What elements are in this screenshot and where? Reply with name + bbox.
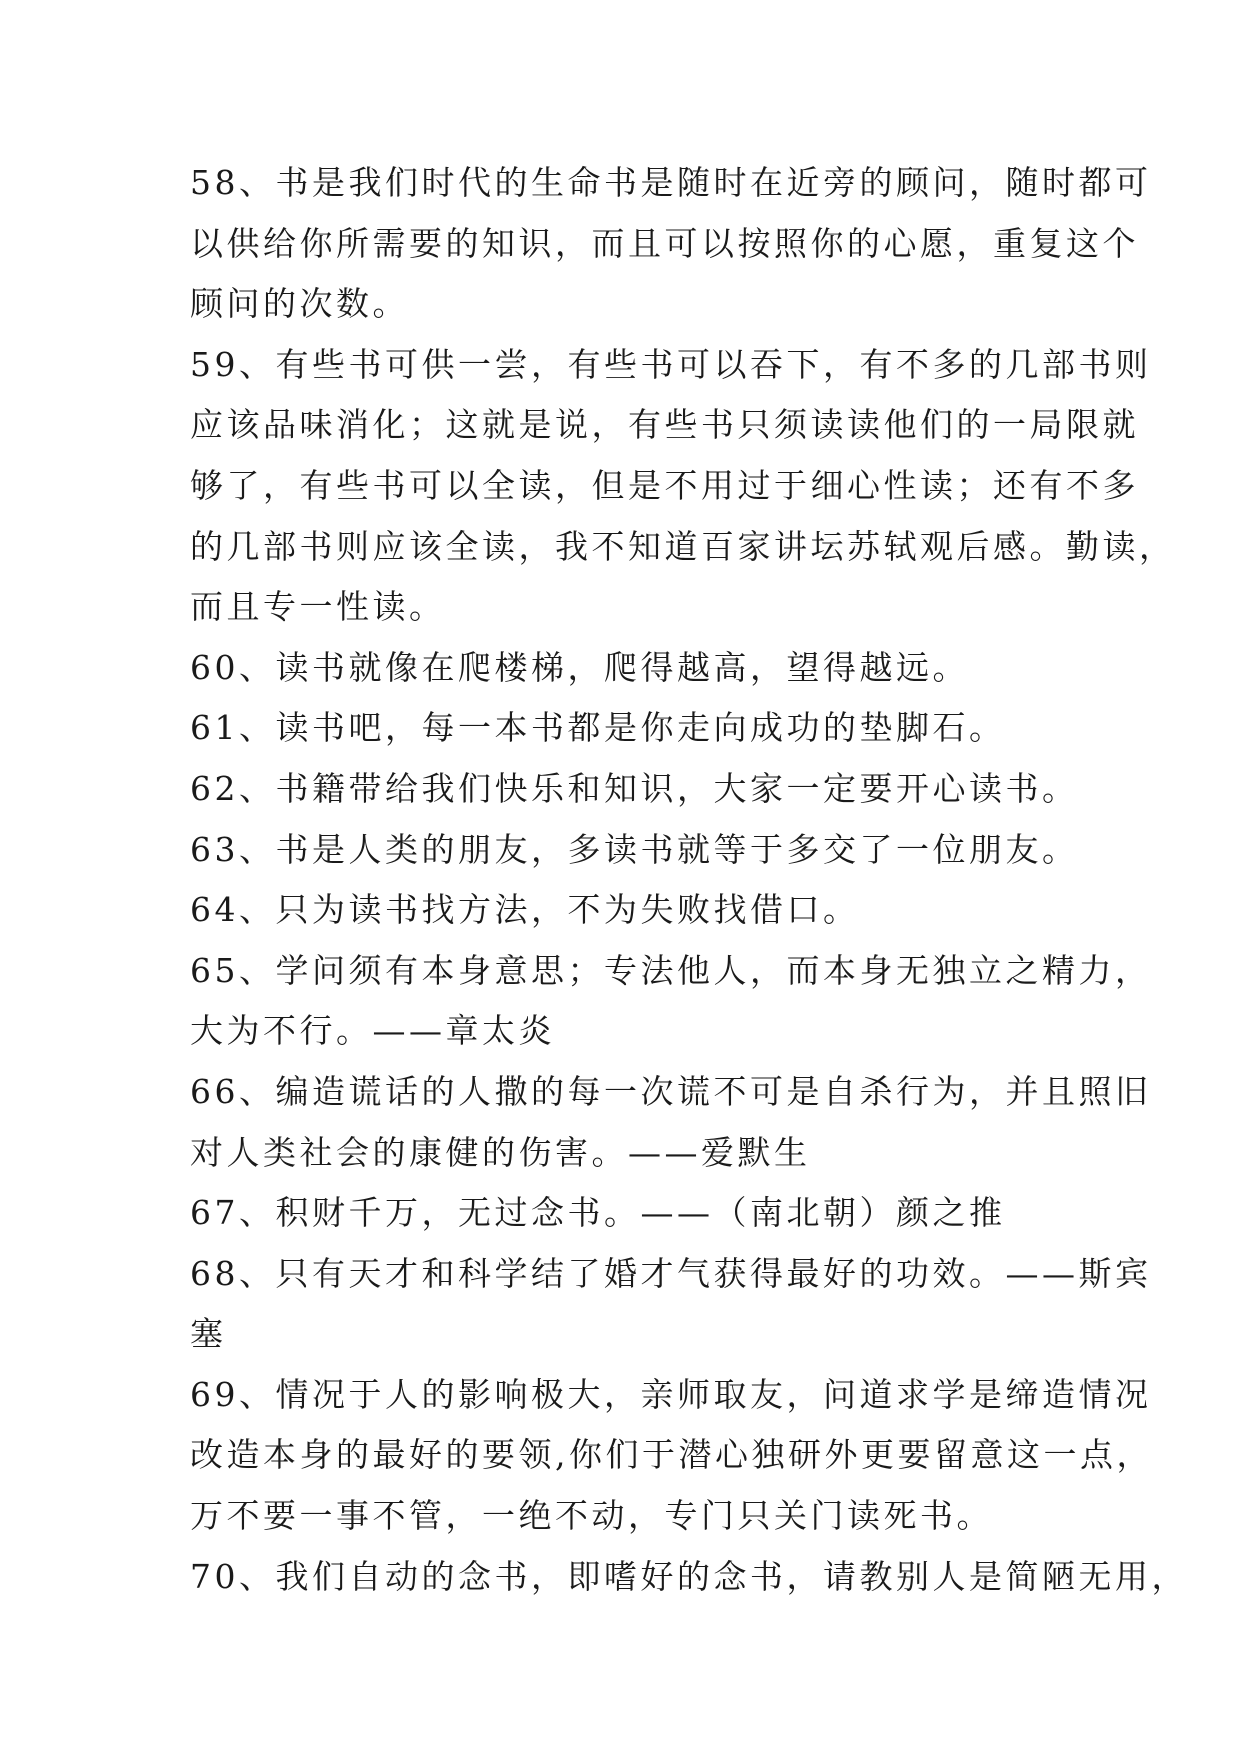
text-line: 塞 — [190, 1314, 227, 1354]
text-line: 69、情况于人的影响极大，亲师取友，问道求学是缔造情况 — [190, 1374, 1152, 1414]
text-line: 的几部书则应该全读，我不知道百家讲坛苏轼观后感。勤读， — [190, 526, 1176, 566]
text-line: 改造本身的最好的要领,你们于潜心独研外更要留意这一点， — [190, 1435, 1153, 1475]
text-line: 60、读书就像在爬楼梯，爬得越高，望得越远。 — [190, 647, 969, 687]
text-line: 68、只有天才和科学结了婚才气获得最好的功效。——斯宾 — [190, 1253, 1152, 1293]
text-line: 65、学问须有本身意思；专法他人，而本身无独立之精力， — [190, 950, 1152, 990]
text-line: 70、我们自动的念书，即嗜好的念书，请教别人是简陋无用， — [190, 1556, 1188, 1596]
text-line: 应该品味消化；这就是说，有些书只须读读他们的一局限就 — [190, 405, 1139, 445]
text-line: 而且专一性读。 — [190, 587, 446, 627]
text-line: 66、编造谎话的人撒的每一次谎不可是自杀行为，并且照旧 — [190, 1071, 1152, 1111]
text-line: 够了，有些书可以全读，但是不用过于细心性读；还有不多 — [190, 465, 1139, 505]
text-line: 64、只为读书找方法，不为失败找借口。 — [190, 890, 860, 930]
text-line: 万不要一事不管，一绝不动，专门只关门读死书。 — [190, 1496, 993, 1536]
text-line: 大为不行。——章太炎 — [190, 1011, 555, 1051]
text-line: 59、有些书可供一尝，有些书可以吞下，有不多的几部书则 — [190, 344, 1152, 384]
text-line: 对人类社会的康健的伤害。——爱默生 — [190, 1132, 811, 1172]
text-line: 63、书是人类的朋友，多读书就等于多交了一位朋友。 — [190, 829, 1079, 869]
text-line: 顾问的次数。 — [190, 284, 409, 324]
text-line: 62、书籍带给我们快乐和知识，大家一定要开心读书。 — [190, 768, 1079, 808]
text-line: 以供给你所需要的知识，而且可以按照你的心愿，重复这个 — [190, 223, 1139, 263]
text-line: 61、读书吧，每一本书都是你走向成功的垫脚石。 — [190, 708, 1006, 748]
text-line: 67、积财千万，无过念书。——（南北朝）颜之推 — [190, 1193, 1006, 1233]
document-body — [190, 153, 1188, 1607]
text-line: 58、书是我们时代的生命书是随时在近旁的顾问，随时都可 — [190, 163, 1152, 202]
